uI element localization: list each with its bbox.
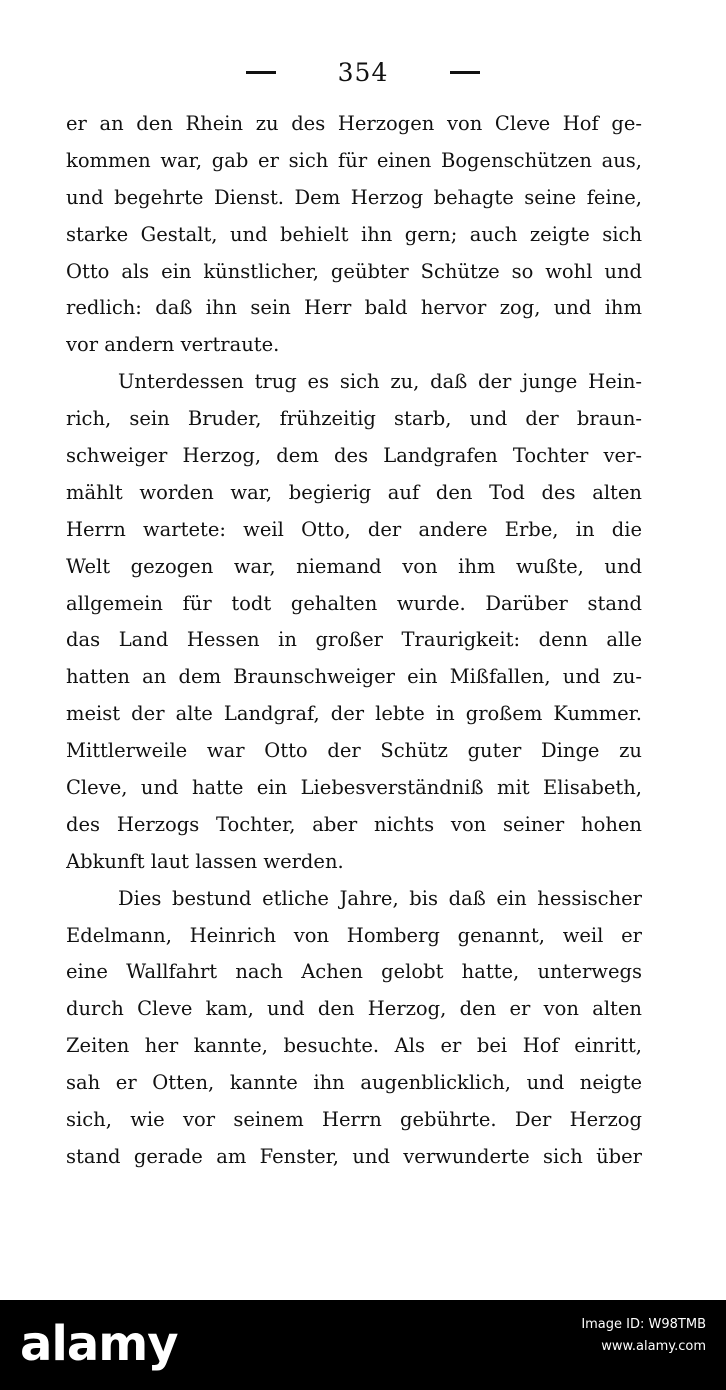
paragraph-start-line: Dies bestund etliche Jahre, bis daß ein hessischer (118, 886, 642, 910)
paragraph-start-line: Unterdessen trug es sich zu, daß der junge Hein- (118, 370, 642, 394)
text-line: mählt worden war, begierig auf den Tod des alten (66, 480, 642, 504)
text-line: das Land Hessen in großer Traurigkeit: denn alle (66, 628, 642, 652)
text-line: stand gerade am Fenster, und verwunderte sich über (66, 1144, 642, 1168)
right-dash (450, 71, 480, 74)
text-line: schweiger Herzog, dem des Landgrafen Tochter ver- (66, 444, 642, 468)
text-line: redlich: daß ihn sein Herr bald hervor zog, und ihm (66, 296, 642, 320)
text-line: er an den Rhein zu des Herzogen von Cleve Hof ge- (66, 112, 642, 135)
page-number: 354 (337, 57, 389, 87)
text-line: Herrn wartete: weil Otto, der andere Erbe, in die (66, 517, 642, 541)
watermark-footer (0, 1300, 726, 1390)
text-line: vor andern vertraute. (66, 333, 280, 357)
alamy-logo: alamy (20, 1316, 178, 1372)
page-header (0, 52, 726, 92)
text-line: und begehrte Dienst. Dem Herzog behagte seine feine, (66, 185, 642, 209)
text-line: Abkunft laut lassen werden. (66, 849, 344, 873)
site-url: www.alamy.com (601, 1339, 706, 1354)
text-line: starke Gestalt, und behielt ihn gern; auch zeigte sich (66, 222, 642, 246)
text-line: Otto als ein künstlicher, geübter Schütze so wohl und (66, 259, 642, 283)
text-line: eine Wallfahrt nach Achen gelobt hatte, unterwegs (66, 960, 642, 984)
image-id-label: Image ID: W98TMB (581, 1317, 706, 1332)
text-line: meist der alte Landgraf, der lebte in großem Kummer. (66, 702, 642, 726)
text-line: hatten an dem Braunschweiger ein Mißfallen, und zu- (66, 665, 642, 689)
text-line: sah er Otten, kannte ihn augenblicklich, und neigte (66, 1071, 642, 1095)
text-line: rich, sein Bruder, frühzeitig starb, und der braun- (66, 407, 642, 431)
text-line: durch Cleve kam, und den Herzog, den er von alten (66, 997, 642, 1021)
text-line: sich, wie vor seinem Herrn gebührte. Der Herzog (66, 1108, 642, 1132)
text-line: Mittlerweile war Otto der Schütz guter Dinge zu (66, 739, 642, 763)
text-line: Zeiten her kannte, besuchte. Als er bei Hof einritt, (66, 1034, 642, 1058)
text-line: Cleve, und hatte ein Liebesverständniß mit Elisabeth, (66, 776, 642, 800)
text-line: Welt gezogen war, niemand von ihm wußte, und (66, 554, 642, 578)
body-text (66, 106, 642, 1176)
text-line: Edelmann, Heinrich von Homberg genannt, weil er (66, 923, 642, 947)
text-line: des Herzogs Tochter, aber nichts von seiner hohen (66, 812, 642, 836)
image-id-block (581, 1314, 706, 1358)
text-line: kommen war, gab er sich für einen Bogenschützen aus, (66, 148, 642, 172)
left-dash (246, 71, 276, 74)
text-line: allgemein für todt gehalten wurde. Darüber stand (66, 591, 642, 615)
